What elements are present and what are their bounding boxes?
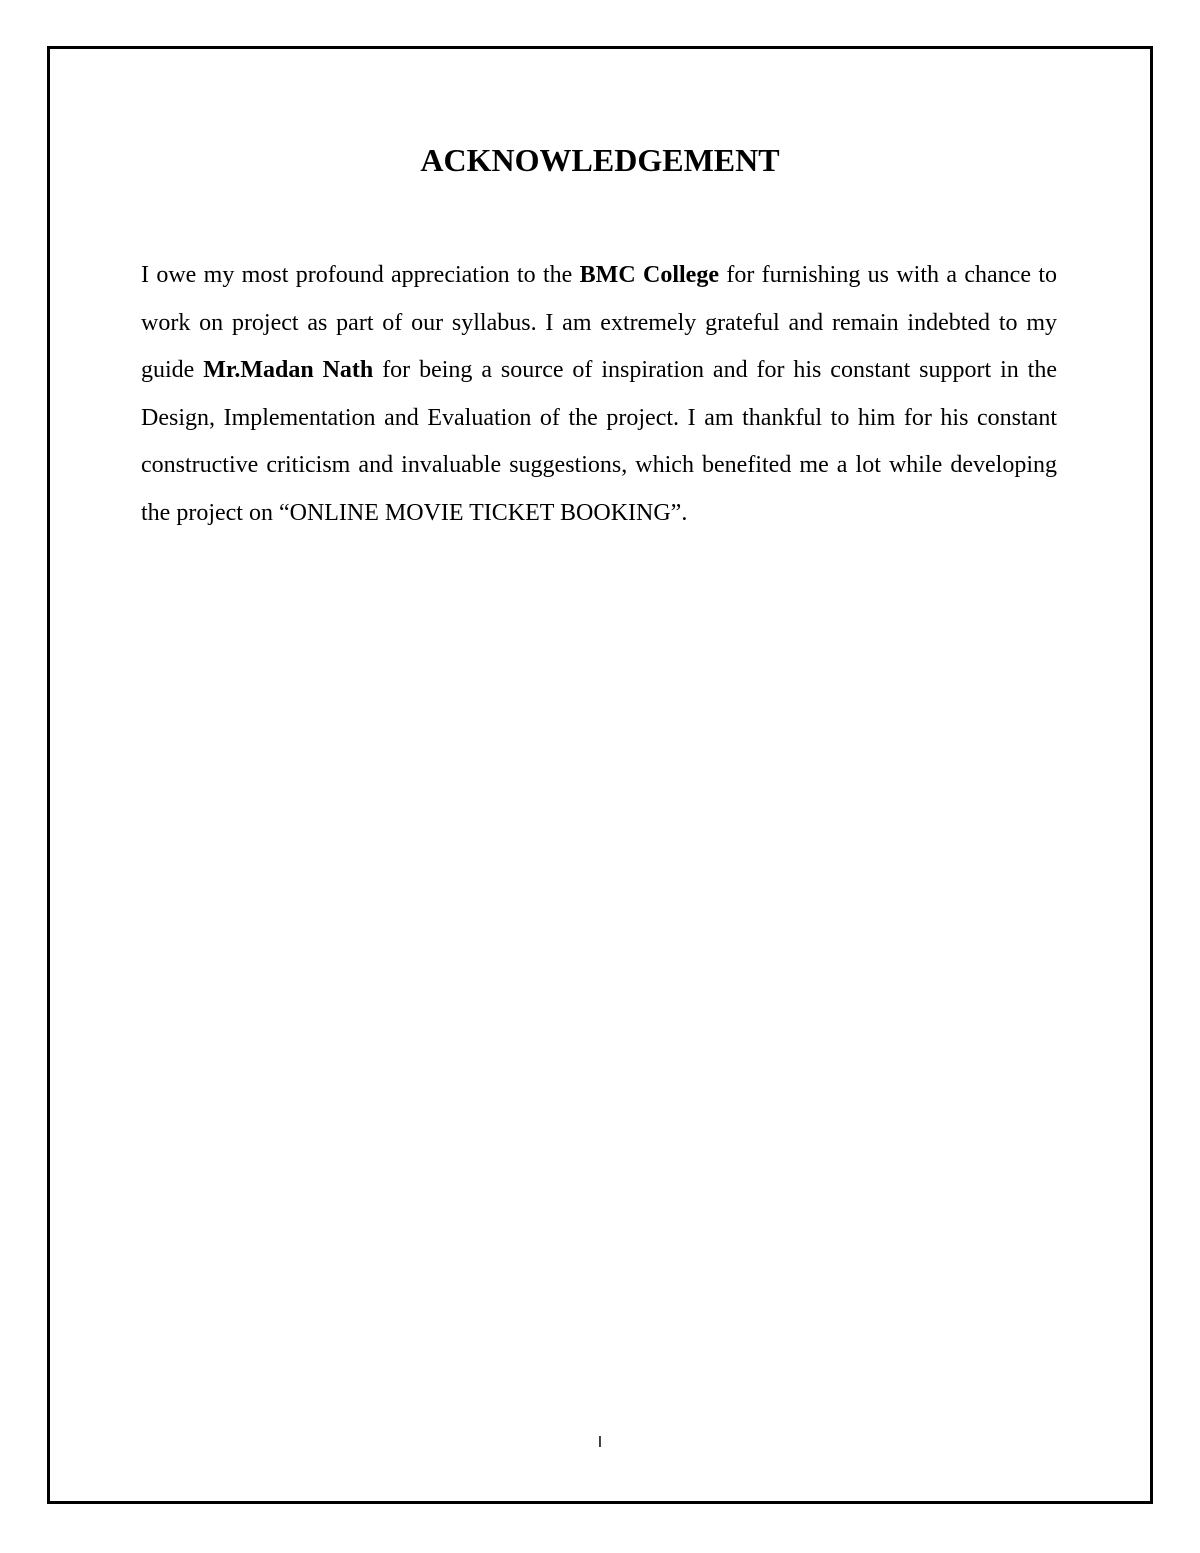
- college-name: BMC College: [579, 262, 719, 288]
- paragraph-text-2: for furnishing us with a chance to work on project as part of our syllabus. I am extremely grateful and remain indebted to my guide: [141, 262, 1057, 383]
- paragraph-text-3: for being a source of inspiration and for his constant support in the Design, Implementation and Evaluation of the project. I am thankful to him for his constant constructive criticism and invaluable suggestions, which benefited me a lot while developing the project on “ONLINE MOVIE TICKET BOOKING”.: [141, 357, 1057, 526]
- acknowledgement-paragraph: [141, 252, 1057, 537]
- paragraph-text-1: I owe my most profound appreciation to the: [141, 262, 580, 288]
- guide-name: Mr.Madan Nath: [203, 357, 374, 383]
- page-title: ACKNOWLEDGEMENT: [420, 142, 780, 178]
- page-number: I: [597, 1434, 603, 1451]
